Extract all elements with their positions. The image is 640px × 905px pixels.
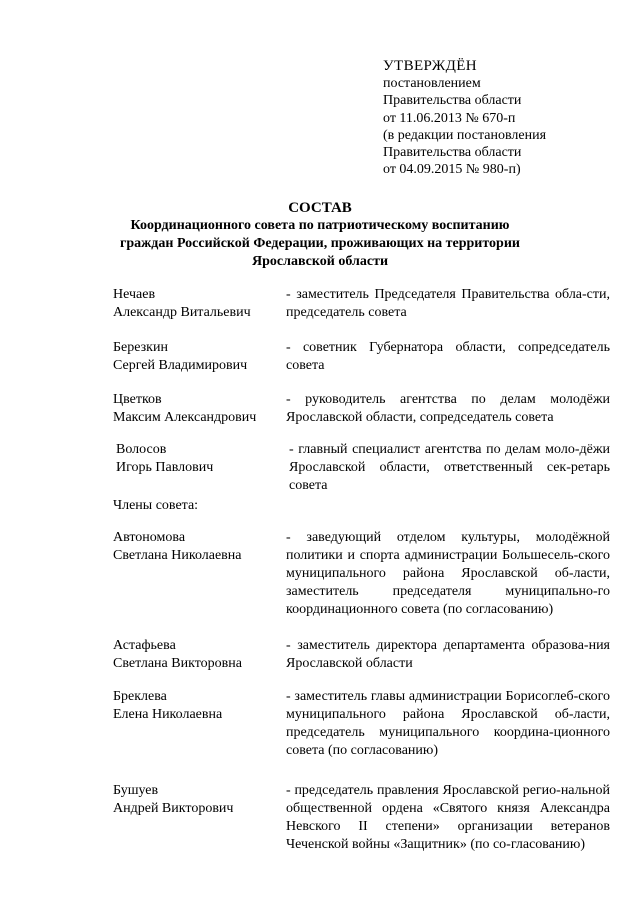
member-name: Волосов Игорь Павлович bbox=[116, 442, 214, 475]
member-role: - руководитель агентства по делам молодёжи Ярославской области, сопредседатель совета bbox=[286, 392, 610, 425]
approval-title: УТВЕРЖДЁН bbox=[383, 58, 478, 74]
member-role: - председатель правления Ярославской регио-нальной общественной ордена «Святого князя Александра Невского II степени» организации ветеранов Чеченской войны «Защитник» (по со-гласованию) bbox=[286, 783, 610, 852]
member-entry bbox=[113, 529, 610, 619]
member-entry bbox=[113, 391, 610, 427]
member-role: - заместитель Председателя Правительства обла-сти, председатель совета bbox=[286, 287, 610, 320]
document-subtitle: Координационного совета по патриотическому воспитанию граждан Российской Федерации, проживающих на территории Ярославской области bbox=[120, 218, 520, 269]
member-name: Нечаев Александр Витальевич bbox=[113, 287, 251, 320]
member-role: - заместитель директора департамента образова-ния Ярославской области bbox=[286, 638, 610, 671]
member-role: - заместитель главы администрации Борисоглеб-ского муниципального района Ярославской об-ласти, председатель муниципального координа-ционного совета (по согласованию) bbox=[286, 689, 610, 758]
approval-line: постановлением bbox=[383, 76, 481, 92]
member-entry bbox=[113, 688, 610, 760]
member-role: - советник Губернатора области, сопредседатель совета bbox=[286, 340, 610, 373]
member-name: Бреклева Елена Николаевна bbox=[113, 689, 223, 722]
member-name: Автономова Светлана Николаевна bbox=[113, 530, 242, 563]
member-role: - главный специалист агентства по делам моло-дёжи Ярославской области, ответственный сек-ретарь совета bbox=[289, 442, 610, 493]
approval-line: Правительства области bbox=[383, 145, 522, 161]
council-composition bbox=[113, 286, 610, 854]
member-entry bbox=[113, 339, 610, 375]
approval-line: Правительства области bbox=[383, 93, 522, 109]
member-entry bbox=[113, 441, 610, 495]
member-name: Бушуев Андрей Викторович bbox=[113, 783, 234, 816]
members-label: Члены совета: bbox=[113, 498, 199, 513]
document-heading bbox=[100, 199, 540, 271]
member-entry bbox=[113, 637, 610, 673]
member-name: Астафьева Светлана Викторовна bbox=[113, 638, 242, 671]
approval-stamp bbox=[383, 58, 623, 178]
member-role: - заведующий отделом культуры, молодёжной политики и спорта администрации Большесель-ского муниципального района Ярославской об-ласти, заместитель председателя муниципально-го координационного совета (по согласованию) bbox=[286, 530, 610, 617]
approval-line: от 11.06.2013 № 670-п bbox=[383, 110, 516, 126]
member-name: Березкин Сергей Владимирович bbox=[113, 340, 248, 373]
member-name: Цветков Максим Александрович bbox=[113, 392, 257, 425]
document-title: СОСТАВ bbox=[288, 200, 352, 216]
member-entry bbox=[113, 782, 610, 854]
approval-line: от 04.09.2015 № 980-п) bbox=[383, 162, 521, 178]
approval-line: (в редакции постановления bbox=[383, 127, 547, 143]
member-entry bbox=[113, 286, 610, 322]
